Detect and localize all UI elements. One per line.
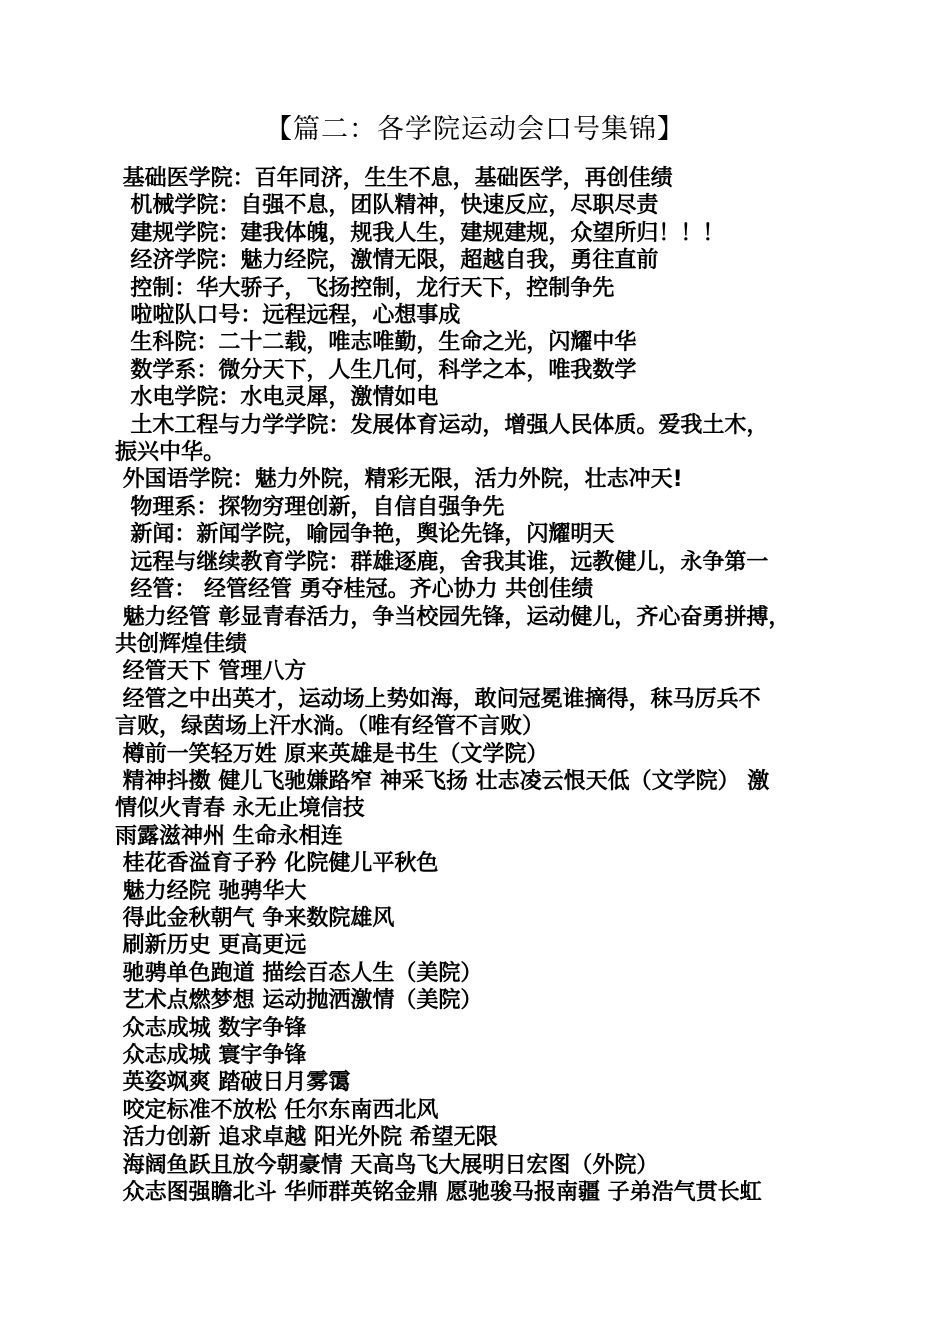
text-line: 经管： 经管经管 勇夺桂冠。齐心协力 共创佳绩	[115, 577, 594, 603]
text-line: 英姿飒爽 踏破日月雾霭	[115, 1070, 351, 1096]
text-line: 众志成城 寰宇争锋	[115, 1043, 307, 1068]
text-line: 外国语学院：魅力外院，精彩无限，活力外院，壮志冲天!	[115, 467, 683, 493]
text-line: 土木工程与力学学院：发展体育运动，增强人民体质。爱我土木，	[115, 412, 769, 438]
text-line: 刷新历史 更高更远	[115, 933, 307, 959]
text-line: 基础医学院：百年同济，生生不息，基础医学，再创佳绩	[115, 166, 673, 191]
text-line: 魅力经管 彰显青春活力，争当校园先锋，运动健儿，齐心奋勇拼搏，	[115, 604, 791, 630]
text-line: 物理系：探物穷理创新，自信自强争先	[115, 494, 505, 520]
text-line: 水电学院：水电灵犀，激情如电	[115, 385, 439, 411]
text-line: 共创辉煌佳绩	[115, 631, 248, 657]
text-line: 魅力经院 驰骋华大	[115, 878, 307, 904]
text-line: 海阔鱼跃且放今朝豪情 天高鸟飞大展明日宏图（外院）	[115, 1152, 659, 1178]
text-line: 生科院：二十二载，唯志唯勤，生命之光，闪耀中华	[115, 330, 637, 356]
text-line: 经管之中出英才，运动场上势如海，敢问冠冕谁摘得，秣马厉兵不	[115, 686, 761, 712]
text-line: 桂花香溢育子矜 化院健儿平秋色	[115, 851, 439, 877]
text-line: 雨露滋神州 生命永相连	[115, 823, 343, 849]
text-line: 数学系：微分天下，人生几何，科学之本，唯我数学	[115, 357, 637, 383]
text-line: 经管天下 管理八方	[115, 659, 307, 685]
text-line: 众志图强瞻北斗 华师群英铭金鼎 愿驰骏马报南疆 子弟浩气贯长虹	[115, 1180, 762, 1206]
text-line: 樽前一笑轻万姓 原来英雄是书生（文学院）	[115, 741, 549, 767]
text-line: 啦啦队口号：远程远程，心想事成	[115, 303, 461, 329]
text-line: 艺术点燃梦想 运动抛洒激情（美院）	[115, 988, 483, 1014]
text-line: 远程与继续教育学院：群雄逐鹿，舍我其谁，远教健儿，永争第一	[115, 549, 769, 575]
text-line: 咬定标准不放松 任尔东南西北风	[115, 1097, 439, 1123]
text-line: 机械学院：自强不息，团队精神，快速反应，尽职尽责	[115, 193, 659, 219]
text-line: 得此金秋朝气 争来数院雄风	[115, 905, 395, 931]
text-line: 活力创新 追求卓越 阳光外院 希望无限	[115, 1125, 498, 1151]
text-line: 新闻：新闻学院，喻园争艳，舆论先锋，闪耀明天	[115, 522, 615, 548]
text-line: 振兴中华。	[115, 440, 226, 466]
text-line: 言败，绿茵场上汗水淌。（唯有经管不言败）	[115, 714, 545, 740]
document-body	[115, 165, 845, 1206]
text-line: 经济学院：魅力经院，激情无限，超越自我，勇往直前	[115, 248, 659, 274]
text-line: 控制：华大骄子，飞扬控制，龙行天下，控制争先	[115, 275, 615, 301]
document-title: 【篇二：各学院运动会口号集锦】	[265, 114, 685, 145]
text-line: 情似火青春 永无止境信技	[115, 796, 365, 822]
text-line: 众志成城 数字争锋	[115, 1015, 307, 1041]
text-line: 驰骋单色跑道 描绘百态人生（美院）	[115, 960, 483, 986]
text-line: 建规学院：建我体魄，规我人生，建规建规，众望所归！！！	[115, 220, 725, 246]
text-line: 精神抖擞 健儿飞驰嫌路窄 神采飞扬 壮志凌云恨天低（文学院） 激	[115, 768, 770, 794]
